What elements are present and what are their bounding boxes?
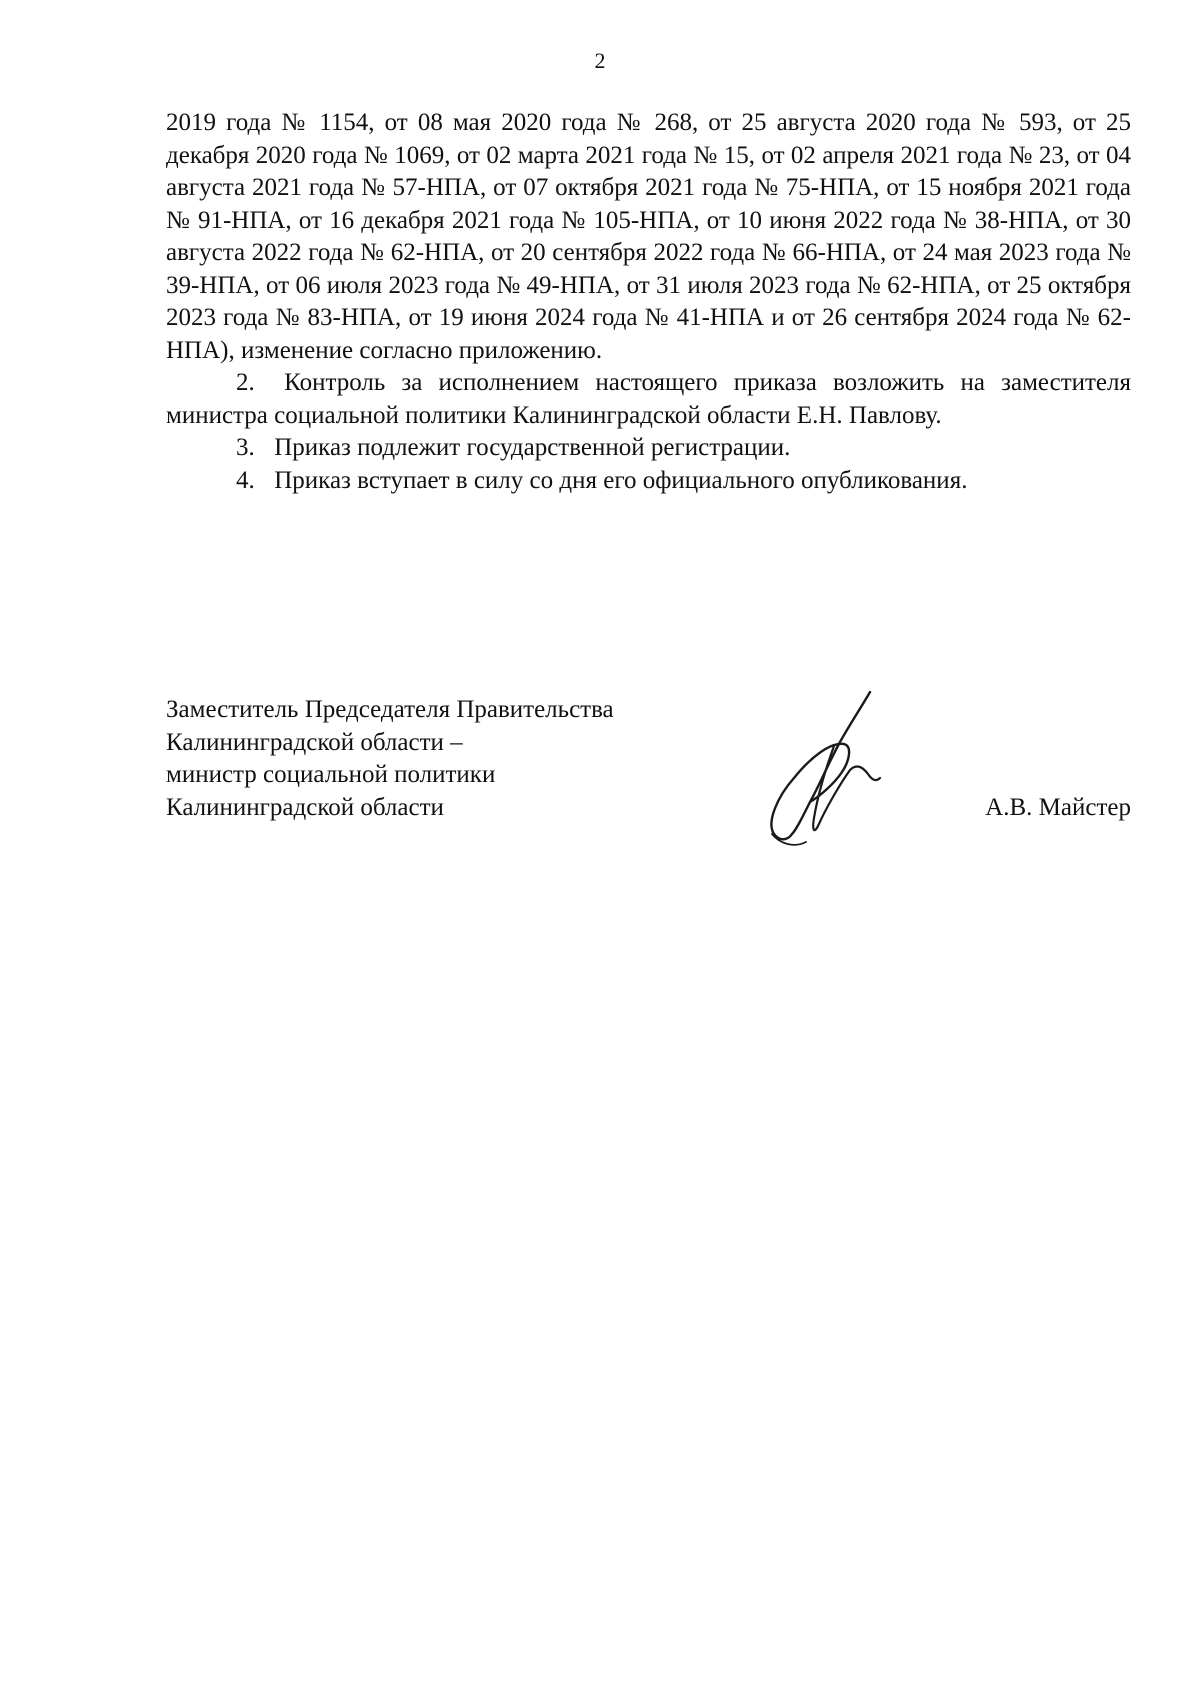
- signatory-title-line: министр социальной политики: [166, 761, 496, 788]
- signature-block: [166, 694, 1131, 854]
- item-text: Приказ подлежит государственной регистрации.: [274, 434, 791, 461]
- item-text: Контроль за исполнением настоящего приказа возложить на заместителя министра социальной политики Калининградской области Е.Н. Павлову.: [166, 369, 1131, 429]
- handwritten-signature: [722, 684, 892, 854]
- page-number: 2: [594, 48, 606, 73]
- item-number: 2.: [236, 369, 255, 396]
- item-text: Приказ вступает в силу со дня его официального опубликования.: [274, 466, 968, 494]
- signatory-title-line: Калининградской области: [166, 793, 444, 821]
- signatory-title-line: Заместитель Председателя Правительства: [166, 696, 614, 723]
- item-number: 3.: [236, 434, 255, 461]
- continued-paragraph: 2019 года № 1154, от 08 мая 2020 года № 268, от 25 августа 2020 года № 593, от 25 декабря 2020 года № 1069, от 02 марта 2021 года № 15, от 02 апреля 2021 года № 23, от 04 августа 2021 года № 57-НПА, от 07 октября 2021 года № 75-НПА, от 15 ноября 2021 года № 91-НПА, от 16 декабря 2021 года № 105-НПА, от 10 июня 2022 года № 38-НПА, от 30 августа 2022 года № 62-НПА, от 20 сентября 2022 года № 66-НПА, от 24 мая 2023 года № 39-НПА, от 06 июля 2023 года № 49-НПА, от 31 июля 2023 года № 62-НПА, от 25 октября 2023 года № 83-НПА, от 19 июня 2024 года № 41-НПА и от 26 сентября 2024 года № 62-НПА), изменение согласно приложению.: [166, 109, 1131, 364]
- document-body: [166, 107, 1131, 497]
- item-2: [166, 367, 1131, 432]
- item-3: [166, 432, 1131, 465]
- item-4: [166, 465, 1131, 498]
- item-number: 4.: [236, 466, 255, 494]
- signatory-title-line: Калининградской области –: [166, 728, 463, 756]
- signatory-name: А.В. Майстер: [985, 793, 1131, 821]
- signatory-title: [166, 694, 726, 824]
